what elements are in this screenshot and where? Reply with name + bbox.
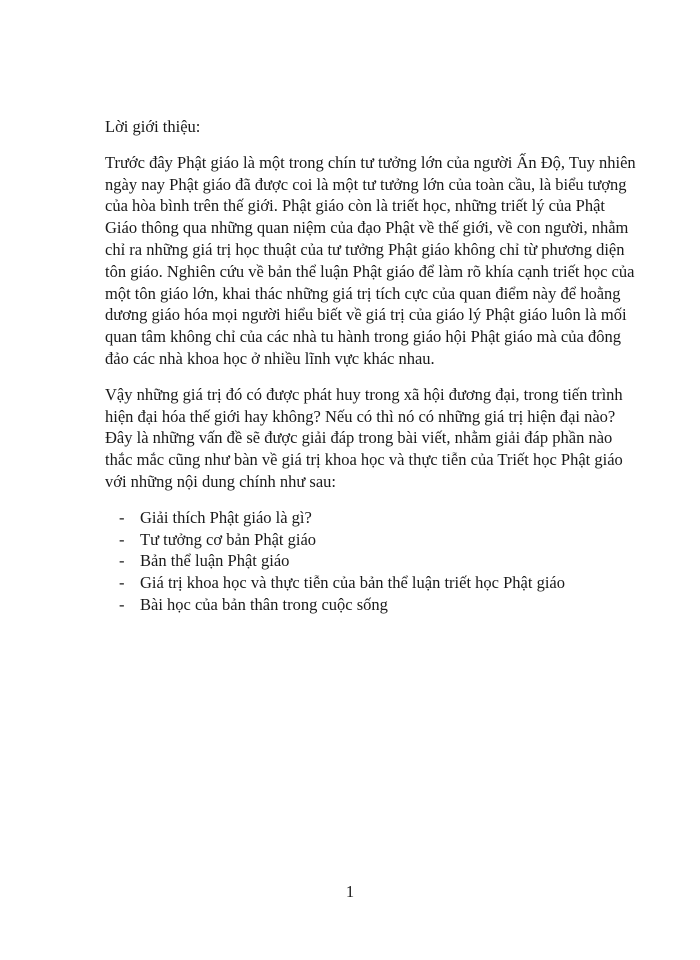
page-number: 1 — [345, 882, 355, 901]
paragraph-line: Trước đây Phật giáo là một trong chín tư tưởng lớn của người Ấn Độ, Tuy nhiên — [105, 152, 636, 172]
paragraph-line: quan tâm không chỉ của các nhà tu hành trong giáo hội Phật giáo mà của đông — [105, 327, 621, 347]
list-item-text: Giải thích Phật giáo là gì? — [140, 507, 312, 527]
list-item — [105, 594, 605, 616]
bullet-dash: - — [119, 573, 125, 593]
list-item — [105, 550, 605, 572]
page-content — [105, 116, 636, 616]
paragraph-line: dương giáo hóa mọi người hiểu biết về giá trị của giáo lý Phật giáo luôn là mối — [105, 305, 627, 325]
list-item — [105, 529, 605, 551]
bullet-dash: - — [119, 551, 125, 571]
bullet-dash: - — [119, 594, 125, 614]
intro-heading: Lời giới thiệu: — [105, 117, 201, 136]
paragraph-line: của hòa bình trên thế giới. Phật giáo còn là triết học, những triết lý của Phật — [105, 196, 605, 216]
list-item-text: Giá trị khoa học và thực tiễn của bản thể luận triết học Phật giáo — [140, 573, 565, 593]
paragraph-line: chỉ ra những giá trị học thuật của tư tưởng Phật giáo không chỉ từ phương diện — [105, 239, 625, 259]
paragraph-line: đảo các nhà khoa học ở nhiều lĩnh vực khác nhau. — [105, 348, 435, 368]
bullet-dash: - — [119, 529, 125, 549]
paragraph-line: Vậy những giá trị đó có được phát huy trong xã hội đương đại, trong tiến trình — [105, 384, 623, 404]
list-item-text: Tư tưởng cơ bản Phật giáo — [140, 529, 317, 549]
paragraph-line: hiện đại hóa thế giới hay không? Nếu có thì nó có những giá trị hiện đại nào? — [105, 406, 616, 426]
paragraph-line: tôn giáo. Nghiên cứu về bản thể luận Phật giáo để làm rõ khía cạnh triết học của — [105, 261, 635, 281]
list-item-text: Bài học của bản thân trong cuộc sống — [140, 594, 388, 614]
content-list — [105, 507, 605, 616]
paragraph-line: với những nội dung chính như sau: — [105, 471, 337, 491]
intro-paragraph-1 — [105, 152, 636, 370]
paragraph-line: Đây là những vấn đề sẽ được giải đáp trong bài viết, nhằm giải đáp phần nào — [105, 428, 613, 448]
list-item-text: Bản thể luận Phật giáo — [140, 551, 290, 571]
bullet-dash: - — [119, 507, 125, 527]
intro-paragraph-2 — [105, 384, 623, 493]
paragraph-line: thắc mắc cũng như bàn về giá trị khoa học và thực tiễn của Triết học Phật giáo — [105, 450, 623, 470]
list-item — [105, 572, 605, 594]
paragraph-line: một tôn giáo lớn, khai thác những giá trị tích cực của quan điểm này để hoằng — [105, 283, 621, 303]
paragraph-line: Giáo thông qua những quan niệm của đạo Phật về thế giới, về con người, nhằm — [105, 218, 629, 238]
paragraph-line: ngày nay Phật giáo đã được coi là một tư tưởng lớn của toàn cầu, là biểu tượng — [105, 174, 627, 194]
list-item — [105, 507, 605, 529]
